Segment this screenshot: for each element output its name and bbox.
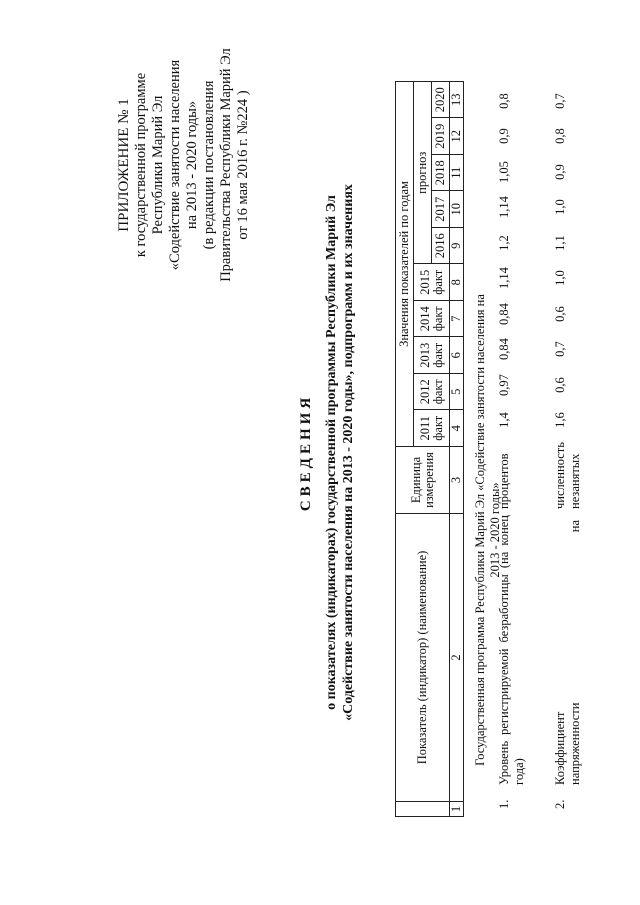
- row-2-value-2016: 1,1: [553, 235, 567, 251]
- row-2-value-2018: 0,9: [553, 164, 567, 180]
- appendix-header: [116, 0, 252, 330]
- row-1-value-2014: 0,84: [497, 303, 511, 325]
- row-2-unit: [553, 429, 583, 509]
- header-year-2011: [414, 410, 450, 447]
- year-label: 2011: [417, 415, 432, 441]
- row-2-name-word: напряженности: [568, 702, 582, 785]
- section-title: Государственная программа Республики Марий Эл «Содействие занятости населения на 2013 - 2020 годы»: [473, 294, 502, 766]
- row-1-value-2018: 1,05: [497, 161, 511, 183]
- row-2-unit-line-2: незанятых: [568, 453, 582, 509]
- row-2-value-2015: 1,0: [553, 270, 567, 286]
- row-2-value-2017: 1,0: [553, 199, 567, 215]
- row-2-value-2012: 0,6: [553, 377, 567, 393]
- row-2-name-line-2: [568, 520, 583, 785]
- year-label: 2015: [417, 269, 432, 295]
- row-2-value-2020: 0,7: [553, 93, 567, 109]
- row-1-unit: процентов: [497, 453, 511, 509]
- header-forecast: прогноз: [414, 82, 432, 265]
- header-year-2020: 2020: [432, 82, 450, 119]
- row-1-name: Уровень регистрируемой безработицы (на конец года): [497, 515, 526, 785]
- header-year-2015: [414, 264, 450, 301]
- row-1-value-2020: 0,8: [497, 93, 511, 109]
- year-note: факт: [430, 269, 445, 295]
- appendix-line: к государственной программе: [133, 72, 149, 258]
- row-1-value-2012: 0,97: [497, 374, 511, 396]
- col-number: 12: [450, 118, 464, 155]
- appendix-line: Республики Марий Эл: [150, 95, 166, 235]
- row-1-value-2016: 1,2: [497, 235, 511, 251]
- col-number: 10: [450, 191, 464, 228]
- col-number: 9: [450, 228, 464, 265]
- row-2-name-word: на: [568, 520, 582, 533]
- appendix-line: Правительства Республики Марий Эл: [218, 48, 234, 282]
- document-subtitle: [323, 0, 357, 905]
- year-label: 2012: [417, 379, 432, 405]
- row-1-value-2013: 0,84: [497, 338, 511, 360]
- document-title: СВЕДЕНИЯ: [298, 393, 314, 512]
- col-number: 2: [450, 514, 464, 802]
- year-note: факт: [430, 342, 445, 368]
- col-number: 13: [450, 82, 464, 119]
- row-2-value-2019: 0,8: [553, 128, 567, 144]
- header-year-2012: [414, 374, 450, 411]
- header-year-2017: 2017: [432, 191, 450, 228]
- year-note: факт: [430, 379, 445, 405]
- year-label: 2014: [417, 306, 432, 332]
- row-1-number: 1.: [497, 799, 511, 809]
- header-year-2016: 2016: [432, 228, 450, 265]
- col-number: 1: [450, 802, 464, 817]
- col-number: 6: [450, 337, 464, 374]
- header-num-blank: [396, 802, 450, 817]
- row-2-number: 2.: [553, 799, 567, 809]
- appendix-line: на 2013 - 2020 годы»: [184, 100, 200, 230]
- col-number: 5: [450, 374, 464, 411]
- year-label: 2013: [417, 342, 432, 368]
- row-1-value-2015: 1,14: [497, 267, 511, 289]
- appendix-line: «Содействие занятости населения: [167, 59, 183, 271]
- header-year-2019: 2019: [432, 118, 450, 155]
- row-1-value-2019: 0,9: [497, 128, 511, 144]
- indicators-table: [395, 81, 464, 817]
- year-note: факт: [430, 415, 445, 441]
- row-2-value-2013: 0,7: [553, 341, 567, 357]
- subtitle-line-2: «Содействие занятости населения на 2013 - 2020 годы», подпрограмм и их значениях: [341, 184, 356, 721]
- header-year-2013: [414, 337, 450, 374]
- row-2-value-2011: 1,6: [553, 412, 567, 428]
- appendix-title: ПРИЛОЖЕНИЕ № 1: [116, 98, 132, 232]
- col-number: 3: [450, 447, 464, 514]
- row-1-value-2011: 1,4: [497, 412, 511, 428]
- row-2-name: [553, 515, 583, 785]
- header-indicator: Показатель (индикатор) (наименование): [396, 514, 450, 802]
- row-2-unit-line-1: численность: [553, 442, 567, 509]
- year-note: факт: [430, 306, 445, 332]
- col-number: 4: [450, 410, 464, 447]
- appendix-line: от 16 мая 2016 г. №224 ): [235, 90, 251, 240]
- col-number: 8: [450, 264, 464, 301]
- appendix-line: (в редакции постановления: [201, 80, 217, 250]
- header-year-2018: 2018: [432, 155, 450, 192]
- row-2-name-line-1: Коэффициент: [553, 711, 567, 785]
- subtitle-line-1: о показателях (индикаторах) государственной программы Республики Марий Эл: [324, 195, 339, 710]
- header-values: Значения показателей по годам: [396, 82, 414, 447]
- col-number: 11: [450, 155, 464, 192]
- row-2-value-2014: 0,6: [553, 306, 567, 322]
- row-1-value-2017: 1,14: [497, 196, 511, 218]
- header-year-2014: [414, 301, 450, 338]
- header-unit: Единица измерения: [396, 447, 450, 514]
- col-number: 7: [450, 301, 464, 338]
